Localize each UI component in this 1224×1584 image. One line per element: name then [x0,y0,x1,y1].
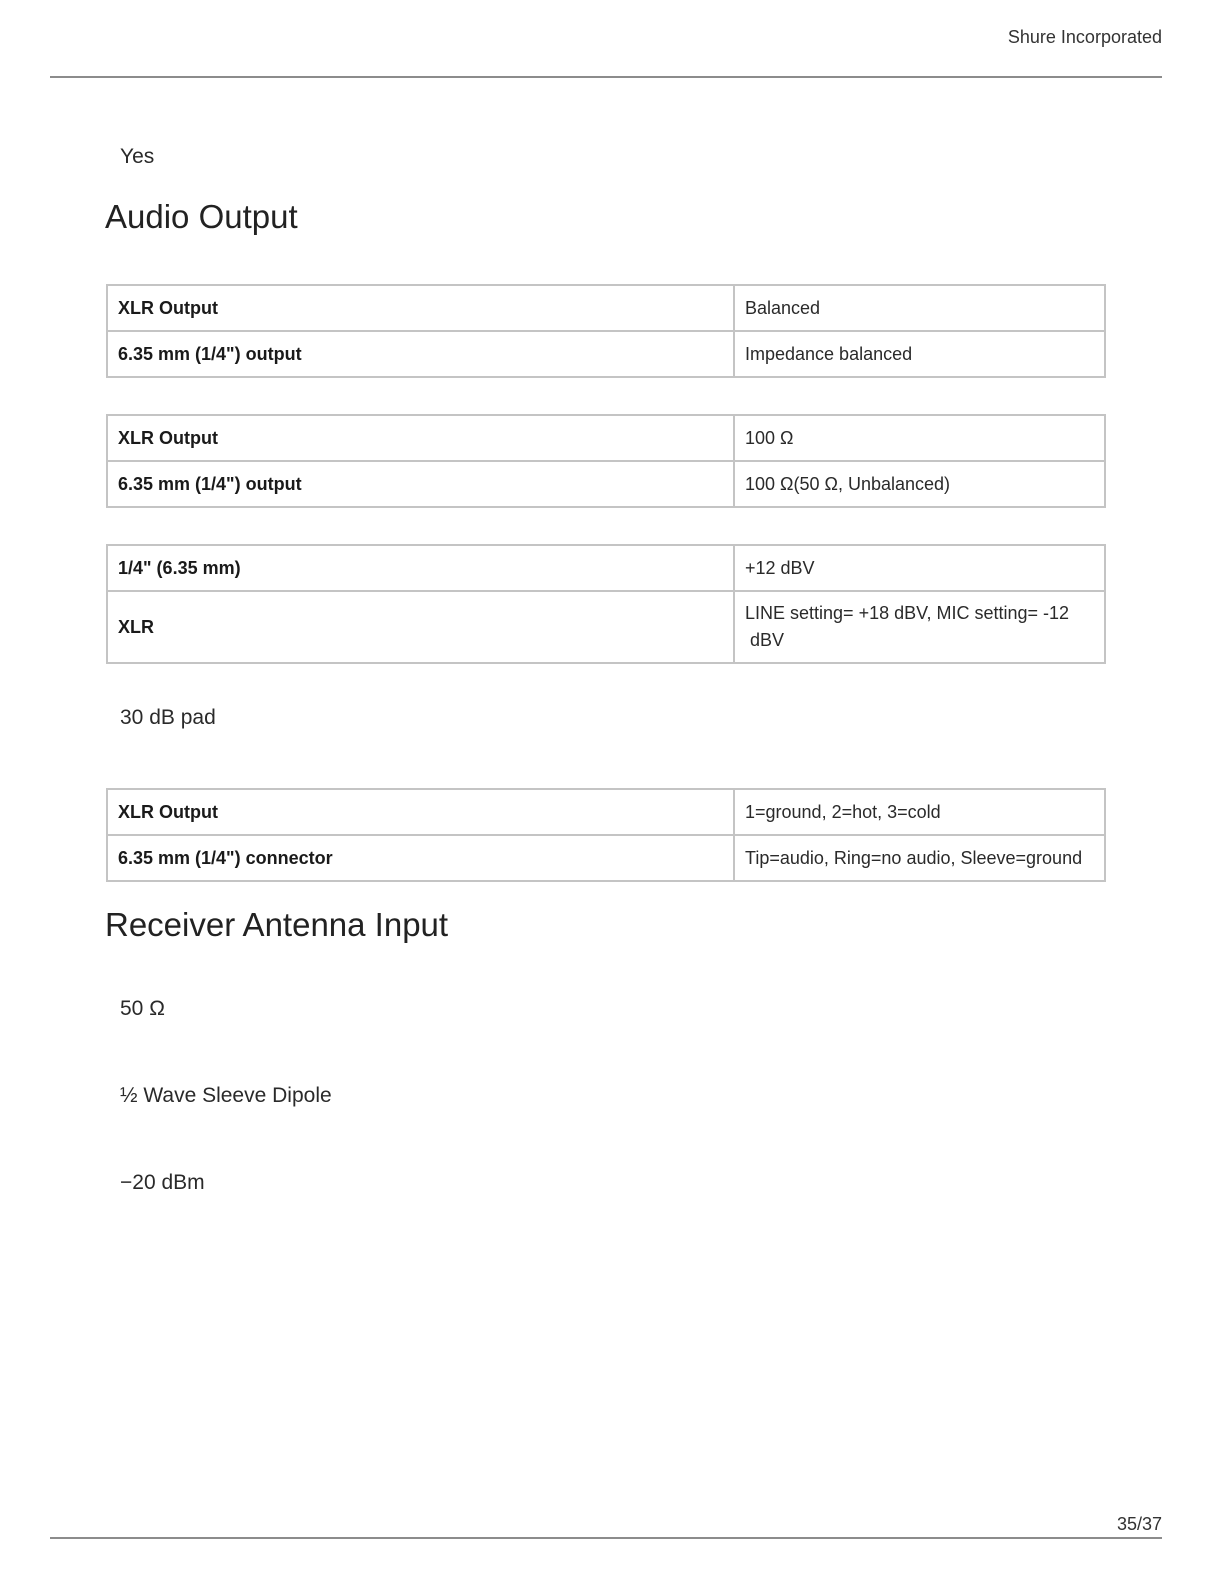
table-key-cell: 6.35 mm (1/4") connector [107,835,734,881]
maximum-output-table [106,544,1106,664]
value-line: LINE setting= +18 dBV, MIC setting= -12 [745,603,1070,623]
antenna-type-text: ½ Wave Sleeve Dipole [120,1084,332,1107]
page-number: 35/37 [1116,1514,1162,1534]
table-value-cell: 100 Ω(50 Ω, Unbalanced) [734,461,1105,507]
table-row [107,835,1105,881]
table-value-cell [734,591,1105,663]
table-value-cell: +12 dBV [734,545,1105,591]
antenna-sensitivity-text: −20 dBm [120,1171,205,1194]
audio-output-heading: Audio Output [105,198,298,235]
output-configuration-table [106,284,1106,378]
table-row [107,415,1105,461]
table-key-cell: XLR Output [107,285,734,331]
table-row [107,789,1105,835]
table-row [107,461,1105,507]
table-value-cell: 1=ground, 2=hot, 3=cold [734,789,1105,835]
receiver-antenna-heading: Receiver Antenna Input [105,906,449,943]
pin-assignment-table [106,788,1106,882]
output-impedance-table [106,414,1106,508]
header-company-name: Shure Incorporated [1007,27,1162,47]
table-key-cell: XLR Output [107,415,734,461]
footer-divider [50,1537,1162,1539]
header-divider [50,76,1162,78]
table-key-cell: 1/4" (6.35 mm) [107,545,734,591]
antenna-impedance-text: 50 Ω [120,997,165,1020]
table-key-cell: XLR Output [107,789,734,835]
table-value-cell: Tip=audio, Ring=no audio, Sleeve=ground [734,835,1105,881]
yes-text: Yes [120,145,155,168]
table-value-cell: Impedance balanced [734,331,1105,377]
value-line: dBV [745,630,785,650]
table-row [107,591,1105,663]
table-row [107,331,1105,377]
table-value-cell: Balanced [734,285,1105,331]
table-row [107,285,1105,331]
table-key-cell: 6.35 mm (1/4") output [107,331,734,377]
pad-text: 30 dB pad [120,706,216,729]
table-row [107,545,1105,591]
table-key-cell: 6.35 mm (1/4") output [107,461,734,507]
table-key-cell: XLR [107,591,734,663]
table-value-cell: 100 Ω [734,415,1105,461]
